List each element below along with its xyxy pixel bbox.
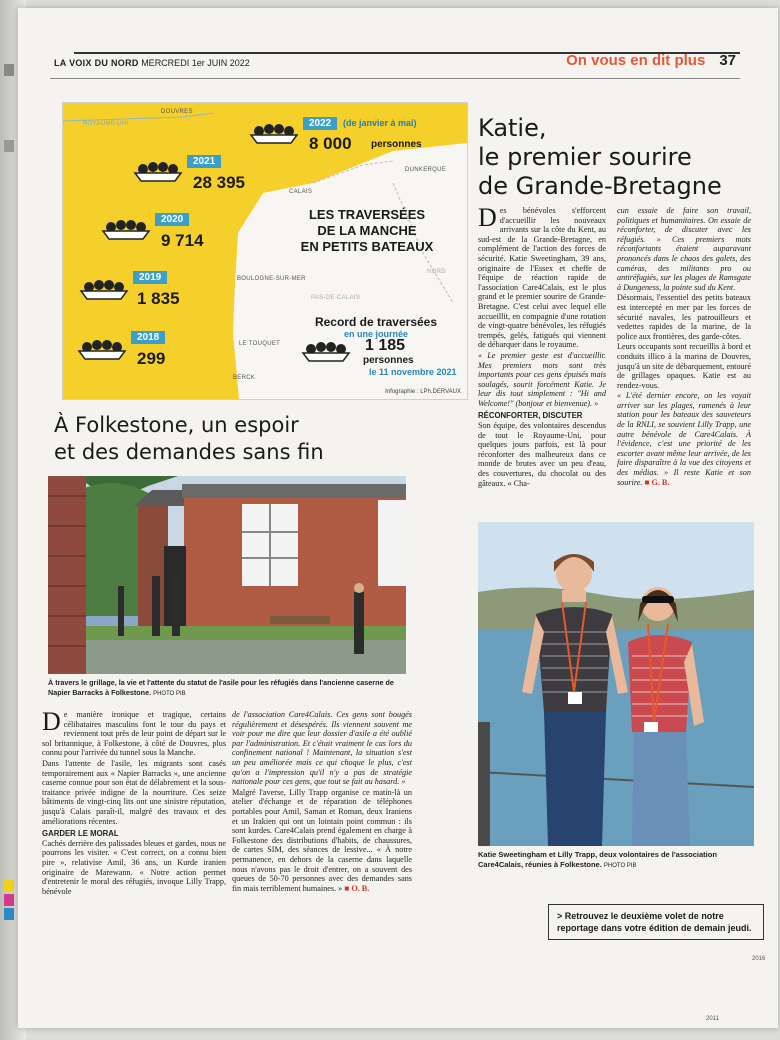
year-badge: 2020 xyxy=(155,213,189,226)
place-label: DOUVRES xyxy=(161,109,193,115)
photo-credit: PHOTO PIB xyxy=(603,863,637,869)
section-title: On vous en dit plus xyxy=(566,52,706,69)
masthead-left xyxy=(54,58,250,68)
title-line: DE LA MANCHE xyxy=(317,223,417,238)
drop-cap: D xyxy=(478,203,497,232)
record-date: le 11 novembre 2021 xyxy=(369,367,457,377)
signature-mark: ■ xyxy=(344,883,350,893)
page-number: 37 xyxy=(719,52,736,69)
headline-line: Katie, xyxy=(478,114,547,142)
paragraph-text: e manière ironique et tragique, certains célibataires masculins font le tour du pays et reviennent tout près de leur point de départ sur le sol britannique, à Folkestone, à côté de Douvres, plus connu pour l'arrivée du tunnel sous la Manche. xyxy=(42,710,226,758)
signature: O. B. xyxy=(351,883,370,893)
paragraph xyxy=(478,203,606,350)
record-count: 1 185 xyxy=(365,337,406,354)
place-label: NORD xyxy=(427,269,446,275)
boat-icon xyxy=(77,337,127,363)
subheading: GARDER LE MORAL xyxy=(42,829,119,839)
paragraph-text: « L'été dernier encore, on les voyait arriver sur les plages, ramenés à leur station pour les bateaux des sauveteurs de la RNLI, se souvient Lilly Trapp, une autre bénévole de Care4Calais. À l'évidence, c'est une priorité de les escorter avant même leur arrivée, de les faire disparaître à la vue des citoyens et des médias. » Il reste Katie et son sourire. xyxy=(617,391,751,487)
record-box xyxy=(291,315,461,339)
paragraph: Cachés derrière des palissades bleues et gardes, nous ne pourrons les visiter. « C'est correct, on a connu bien pire », relativise Amil, 36 ans, un Kurde iranien originaire de Marewann. « Notre action permet d'entretenir le moral des réfugiés, invoque Lilly Trapp, bénévole xyxy=(42,838,226,896)
paragraph-text: Malgré l'averse, Lilly Trapp organise ce matin-là un atelier d'échange et de réparation de téléphones portables pour Amil, Saman et Roman, deux Iraniens et un Irakien qui ont un lointain point commun : ils sont kurdes. Care4Calais prend également en charge à Folkestone des distributions d'habits, de chaussures, de cartes SIM, des séances de lessive... « À notre permanence, en dehors de la caserne dans laquelle nous n'avons pas le droit d'entrer, on a souvent des queues de 50-70 personnes avec des demandes sans fin mais terriblement humaines. » xyxy=(232,787,412,893)
year-badge: 2018 xyxy=(131,331,165,344)
signature-mark: ■ xyxy=(644,477,650,487)
paragraph: Désormais, l'essentiel des petits bateaux est intercepté en mer par les forces de sécurité navales, les patrouilleurs et vedettes rapides de la marine, de la police aux frontières, des garde-côtes. xyxy=(617,293,751,341)
barracks-photo xyxy=(48,476,406,674)
infographic-credit: Infographie : LPh.DERVAUX xyxy=(385,389,461,395)
count-unit: personnes xyxy=(371,139,422,150)
paragraph xyxy=(617,391,751,487)
katie-column-1 xyxy=(478,203,606,489)
issue-date: MERCREDI 1er JUIN 2022 xyxy=(141,58,250,68)
page-mark: 2011 xyxy=(706,1016,719,1022)
headline-line: le premier sourire xyxy=(478,143,692,171)
boat-icon xyxy=(79,277,129,303)
paragraph: Son équipe, des volontaires descendus de tout le Royaume-Uni, pour quelques jours parfois, est là pour réconforter des malheureux dans ce monde de brutes avec un peu d'eau, des couvertures, du chocolat ou des gâteaux. « Cha- xyxy=(478,421,606,488)
katie-column-2 xyxy=(617,206,751,488)
masthead-right xyxy=(566,52,736,69)
boat-icon xyxy=(301,339,351,365)
year-badge: 2019 xyxy=(133,271,167,284)
paragraph xyxy=(42,707,226,758)
folkestone-headline xyxy=(54,412,464,466)
print-mark xyxy=(4,140,14,152)
place-label: BERCK xyxy=(233,375,256,381)
headline-line: À Folkestone, un espoir xyxy=(54,413,299,437)
year-count: 8 000 xyxy=(309,134,352,153)
paragraph xyxy=(232,788,412,894)
year-count: 1 835 xyxy=(137,289,180,308)
place-label: DUNKERQUE xyxy=(405,167,447,173)
place-label: PAS-DE-CALAIS xyxy=(311,295,361,301)
headline-line: et des demandes sans fin xyxy=(54,440,324,464)
headline-line: de Grande-Bretagne xyxy=(478,172,722,200)
katie-headline xyxy=(478,114,748,201)
place-label: ROYAUME-UNI xyxy=(83,121,129,127)
folkestone-column-2 xyxy=(232,710,412,894)
subheading: RÉCONFORTER, DISCUTER xyxy=(478,411,583,421)
folkestone-column-1 xyxy=(42,707,226,897)
paragraph: « Le premier geste est d'accueillir. Mes premiers mots sont très importants pour ces gens épuisés mais soulagés, sourit forcément Katie. Je leur dis tout simplement : "Hi and Welcome!" (bonjour et bienvenue). » xyxy=(478,350,606,408)
year-count: 28 395 xyxy=(193,173,245,192)
year-badge: 2022 xyxy=(303,117,337,130)
paragraph: cun essaie de faire son travail, politiques et humanitaires. On essaie de réconforter, de discuter avec les réfugiés. » Ces premiers mots réconfortants étaient auparavant prononcés dans le chaos des galets, des caméras, des militants pro ou antiréfugiés, sur les plages de Ramsgate à Dungeness, la pointe sud du Kent. xyxy=(617,206,751,292)
record-unit: personnes xyxy=(363,355,414,366)
boat-icon xyxy=(101,217,151,243)
photo-credit: PHOTO PIB xyxy=(153,691,186,697)
paper-name: LA VOIX DU NORD xyxy=(54,58,139,68)
paragraph: Leurs occupants sont recueillis à bord et conduits illico à la marina de Douvres, jusqu'à un site de débarquement, entouré de grillages opaques. Katie est au rendez-vous. xyxy=(617,342,751,390)
place-label: LE TOUQUET xyxy=(239,341,281,347)
barracks-caption xyxy=(48,678,408,699)
year-badge: 2021 xyxy=(187,155,221,168)
photo-illustration xyxy=(48,476,406,674)
year-count: 299 xyxy=(137,349,166,368)
year-note: (de janvier à mai) xyxy=(343,118,417,128)
signature: G. B. xyxy=(651,477,670,487)
title-line: LES TRAVERSÉES xyxy=(308,207,426,222)
title-line: EN PETITS BATEAUX xyxy=(300,239,434,254)
next-edition-callout xyxy=(548,904,764,940)
callout-arrow-icon: > xyxy=(557,911,565,921)
place-label: BOULOGNE-SUR-MER xyxy=(237,276,306,282)
boat-icon xyxy=(249,121,299,147)
print-mark xyxy=(4,64,14,76)
photo-illustration xyxy=(478,522,754,846)
volunteers-photo xyxy=(478,522,754,846)
infographic-title xyxy=(279,207,455,255)
paragraph: Dans l'attente de l'asile, les migrants sont casés temporairement aux « Napier Barracks », une ancienne caserne connue pour son état de délabrement et la sous-traitance privée indigne de la nourriture. Ces seize bâtiments de vingt-cinq lits ont une sinistre réputation, jusqu'à Calais paraît-il, malgré des travaux et des améliorations récentes. xyxy=(42,758,226,826)
place-label: CALAIS xyxy=(289,189,313,195)
print-mark xyxy=(4,908,14,920)
drop-cap: D xyxy=(42,707,61,736)
paragraph: de l'association Care4Calais. Ces gens sont bougés régulièrement et désespérés. Ils viennent souvent me voir pour me dire que leur dossier d'asile a été oublié par l'administration. Et c'était vraiment le cas lors du confinement national ! Maintenant, la situation s'est un peu améliorée mais ce qui choque le plus, c'est qu'on a l'impression qu'il n'y a pas de stratégie nationale pour ces gens, que tout se fait au hasard. » xyxy=(232,710,412,787)
masthead xyxy=(50,48,740,79)
callout-text: Retrouvez le deuxième volet de notre reportage dans votre édition de demain jeudi. xyxy=(557,911,752,933)
volunteers-caption xyxy=(478,850,760,871)
year-count: 9 714 xyxy=(161,231,204,250)
print-mark xyxy=(4,894,14,906)
caption-text: Katie Sweetingham et Lilly Trapp, deux volontaires de l'association Care4Calais, réunies à Folkestone. xyxy=(478,850,717,869)
paragraph-text: es bénévoles s'efforcent d'accueillir les nouveaux arrivants sur la côte du Kent, au sud-est de la Grande-Bretagne, en complément de l'action des forces de sécurité. Katie Sweetingham, 39 ans, originaire de l'Essex et cheffe de l'équipe de réaction rapide de l'association Care4Calais, est le plus grand et le premier sourire de Grande-Bretagne. C'est celui avec lequel elle accueillit, en compagnie d'une rotation de vingt-quatre bénévoles, les réfugiés trempés, gelés, fatigués qui viennent de débarquer dans le royaume. xyxy=(478,206,606,350)
boat-icon xyxy=(133,159,183,185)
print-mark xyxy=(4,880,14,892)
page-mark: 2016 xyxy=(752,956,766,962)
record-title: Record de traversées xyxy=(314,315,438,329)
caption-text: À travers le grillage, la vie et l'attente du statut de l'asile pour les réfugiés dans l'ancienne caserne de Napier Barracks à Folkestone. xyxy=(48,678,394,697)
crossings-infographic xyxy=(62,102,468,400)
record-subtitle: en une journée xyxy=(343,329,408,339)
